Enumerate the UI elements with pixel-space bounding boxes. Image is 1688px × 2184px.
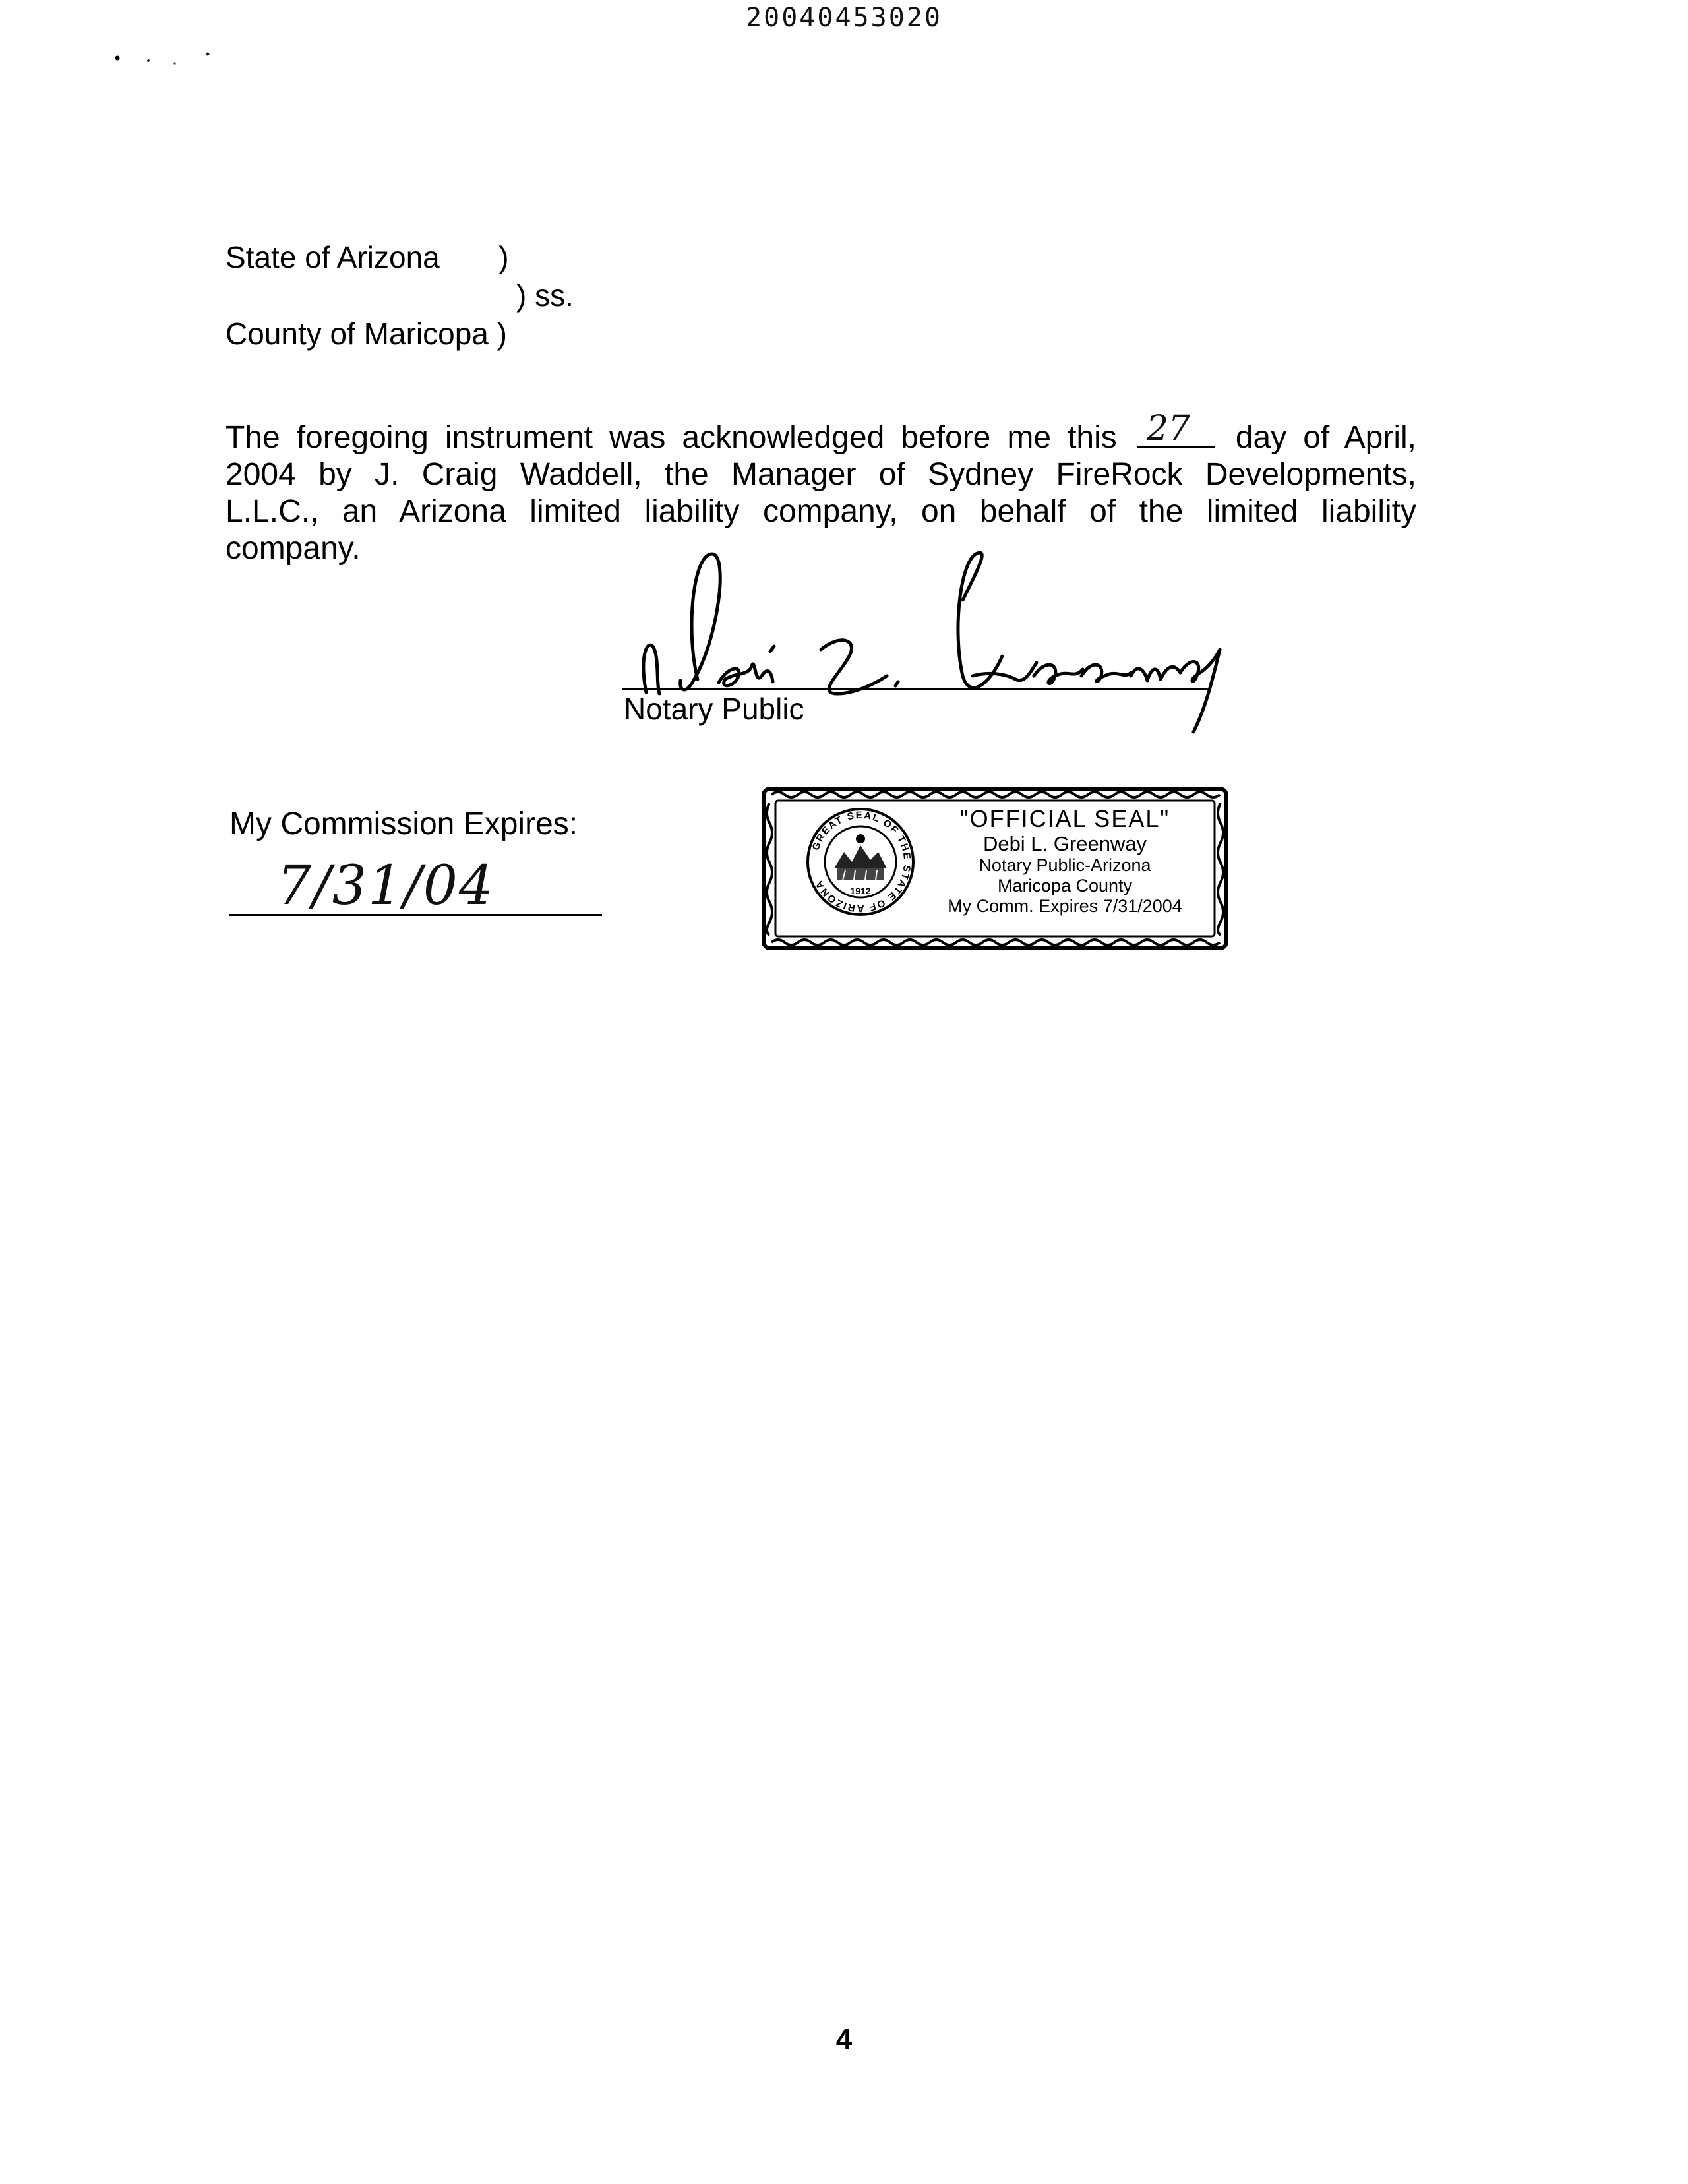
seal-notary-role: Notary Public-Arizona: [979, 855, 1151, 875]
signature-line: [622, 688, 1209, 690]
seal-title: "OFFICIAL SEAL": [959, 805, 1170, 832]
acknowledgment-line-3: L.L.C., an Arizona limited liability company, on behalf of the limited liability: [226, 494, 1416, 529]
venue-ss-line: ) ss.: [516, 278, 574, 313]
seal-emblem-year: 1912: [850, 886, 871, 896]
arizona-state-seal-emblem: [804, 806, 917, 918]
venue-county-line: County of Maricopa ): [226, 317, 507, 351]
page-number: 4: [835, 2023, 853, 2055]
acknowledgment-line-1-end: day of April,: [1235, 420, 1416, 455]
commission-date: 7/31/04: [277, 855, 495, 917]
acknowledgment-line-1: [226, 409, 1416, 456]
venue-state-line: State of Arizona ): [226, 240, 509, 274]
seal-notary-name: Debi L. Greenway: [982, 832, 1147, 855]
seal-text-block: [923, 806, 1207, 917]
seal-county: Maricopa County: [997, 876, 1133, 895]
acknowledgment-line-4: company.: [226, 531, 361, 566]
acknowledgment-line-1-start: The foregoing instrument was acknowledged before me this: [226, 420, 1117, 455]
day-blank: [1137, 409, 1215, 448]
seal-emblem-ring-text: GREAT SEAL OF THE STATE OF ARIZONA: [810, 809, 913, 915]
acknowledgment-line-2: 2004 by J. Craig Waddell, the Manager of Sydney FireRock Developments,: [226, 457, 1416, 492]
commission-line: [229, 914, 602, 916]
seal-expiration: My Comm. Expires 7/31/2004: [948, 896, 1182, 916]
day-value: 27: [1146, 409, 1190, 448]
document-number: 20040453020: [746, 3, 942, 33]
notary-public-label: Notary Public: [624, 692, 804, 726]
official-seal-stamp: [758, 783, 1232, 954]
scan-specks: [112, 46, 224, 73]
commission-label: My Commission Expires:: [229, 806, 578, 841]
